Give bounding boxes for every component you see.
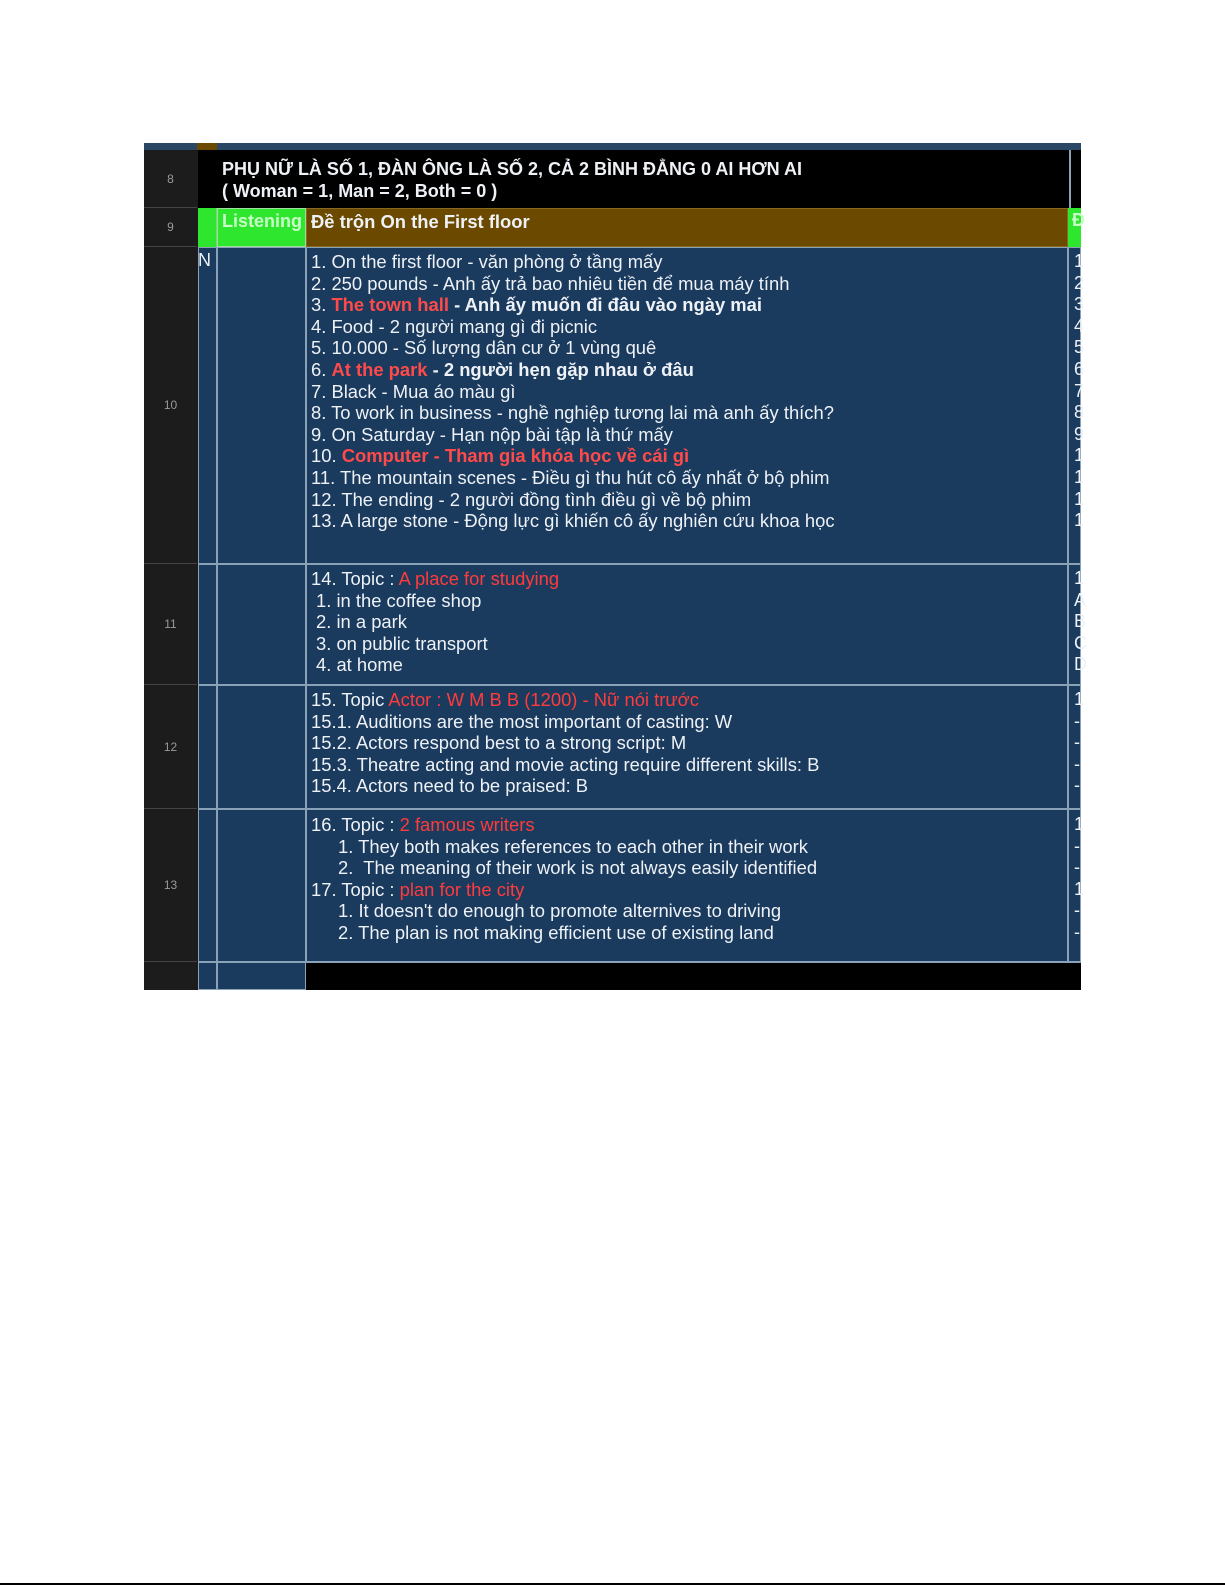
row13-listening-cell[interactable] [217,809,306,962]
topic-15-item-4: 15.4. Actors need to be praised: B [311,775,589,797]
row13-right-partial[interactable] [1068,809,1085,962]
row-header-10[interactable]: 10 [144,247,197,564]
row13-left-cell[interactable] [198,809,217,962]
answer-2-text: 2. 250 pounds - Anh ấy trả bao nhiêu tiền để mua máy tính [311,272,790,294]
row11-right-4: C [1074,632,1087,653]
topic-14-option-1: 1. in the coffee shop [316,589,482,611]
row12-listening-cell[interactable] [217,685,306,809]
answer-3-red: The town hall [331,294,449,316]
answer-9-text: 9. On Saturday - Hạn nộp bài tập là thứ mấy [311,423,673,445]
topic-17 [311,879,1067,901]
row13-right-1: 1 [1074,814,1085,834]
row11-content-cell[interactable] [306,564,1068,685]
title-cell[interactable] [306,208,1068,247]
answer-4 [311,316,1067,338]
row10-right-7: 7 [1074,380,1085,401]
answer-3 [311,294,1067,316]
topic-14-prefix: 14. Topic : [311,568,399,589]
answer-5-text: 5. 10.000 - Số lượng dân cư ở 1 vùng quê [311,337,657,359]
row11-left-cell[interactable] [198,564,217,685]
topic-16-red: 2 famous writers [399,814,535,835]
row13-right-3: - [1074,857,1080,878]
answer-13 [311,510,1067,532]
top-strip-accent [197,143,217,150]
topic-14-option-2: 2. in a park [316,611,407,633]
row-header-8[interactable]: 8 [144,150,197,208]
header-line-2: ( Woman = 1, Man = 2, Both = 0 ) [222,181,498,201]
topic-14-option-3: 3. on public transport [316,632,488,654]
row10-left-cell[interactable] [198,247,217,564]
header-cell[interactable] [198,150,1081,208]
answer-11 [311,467,1067,489]
row12-right-4: - [1074,753,1080,774]
row-header-11[interactable]: 11 [144,564,197,685]
topic-15-item-2: 15.2. Actors respond best to a strong script: M [311,732,687,754]
answer-1-text: 1. On the first floor - văn phòng ở tầng mấy [311,251,663,272]
row10-left-text: N [198,250,211,270]
topic-17-prefix: 17. Topic : [311,878,400,900]
row12-right-2: - [1074,710,1080,731]
row10-right-4: 4 [1074,315,1085,336]
row10-right-5: 5 [1074,337,1085,358]
topic-15-red: Actor : W M B B (1200) - Nữ nói trước [388,689,699,710]
row10-listening-cell[interactable] [217,247,306,564]
answer-11-text: 11. The mountain scenes - Điều gì thu hút cô ấy nhất ở bộ phim [311,466,830,488]
topic-16 [311,814,1067,836]
answer-3-rest: - Anh ấy muốn đi đâu vào ngày mai [448,294,762,316]
row11-right-2: A [1074,589,1087,610]
row12-right-1: 1 [1074,689,1085,709]
row12-right-3: - [1074,732,1080,753]
topic-15-item-3: 15.3. Theatre acting and movie acting require different skills: B [311,753,820,775]
row12-right-partial[interactable] [1068,685,1085,809]
row10-right-13: 1 [1074,510,1085,531]
header-right-border [1069,150,1071,208]
answer-4-text: 4. Food - 2 người mang gì đi picnic [311,315,598,337]
row10-right-partial[interactable] [1068,247,1085,564]
answer-3-num: 3. [311,294,332,316]
answer-1 [311,251,1067,273]
row13-right-5: - [1074,900,1080,921]
topic-17-item-2: 2. The plan is not making efficient use of existing land [338,921,774,943]
row13-right-6: - [1074,921,1080,942]
topic-16-prefix: 16. Topic : [311,814,400,835]
top-strip [144,143,1081,150]
answer-7 [311,381,1067,403]
row-header-13[interactable]: 13 [144,809,197,962]
row12-right-5: - [1074,775,1080,796]
topic-16-item-1: 1. They both makes references to each other in their work [338,835,808,857]
row11-listening-cell[interactable] [217,564,306,685]
row10-right-2: 2 [1074,272,1085,293]
row11-right-5: D [1074,654,1087,675]
topic-15-prefix: 15. Topic [311,689,389,710]
row-header-12[interactable]: 12 [144,685,197,809]
row11-right-partial[interactable] [1068,564,1087,685]
row10-content-cell[interactable] [306,247,1068,564]
row13-content-cell[interactable] [306,809,1068,962]
topic-16-item-2: 2. The meaning of their work is not always easily identified [338,857,818,879]
answer-10 [311,445,1067,467]
row9-right-partial[interactable] [1068,208,1085,247]
header-line-1: PHỤ NỮ LÀ SỐ 1, ĐÀN ÔNG LÀ SỐ 2, CẢ 2 BÌNH ĐẲNG 0 AI HƠN AI [222,159,803,179]
topic-14-red: A place for studying [398,568,560,589]
row14-content-cell[interactable] [306,962,1081,990]
answer-10-red: Computer - Tham gia khóa học về cái gì [341,445,690,467]
row10-right-12: 1 [1074,488,1085,509]
row9-right-text: Đ [1072,210,1085,230]
listening-cell[interactable] [217,208,306,247]
row13-right-2: - [1074,835,1080,856]
topic-15 [311,689,1067,711]
row14-left-cell[interactable] [198,962,217,990]
title-label: Đề trộn On the First floor [311,211,530,232]
answer-12 [311,489,1067,511]
row10-right-8: 8 [1074,402,1085,423]
topic-14 [311,568,1067,590]
answer-10-num: 10. [311,445,342,467]
row11-right-3: B [1074,611,1087,632]
row10-right-6: 6 [1074,358,1085,379]
topic-17-item-1: 1. It doesn't do enough to promote alternives to driving [338,900,782,922]
row9-left-cell[interactable] [198,208,217,247]
listening-label: Listening [222,211,302,231]
answer-6 [311,359,1067,381]
answer-6-rest: - 2 người hẹn gặp nhau ở đâu [427,358,694,380]
answer-9 [311,424,1067,446]
row12-content-cell[interactable] [306,685,1068,809]
row10-right-1: 1 [1074,251,1085,271]
spreadsheet [144,143,1087,990]
row-header-9[interactable]: 9 [144,208,197,247]
row10-right-3: 3 [1074,294,1085,315]
answer-8 [311,402,1067,424]
answer-7-text: 7. Black - Mua áo màu gì [311,380,516,402]
row12-left-cell[interactable] [198,685,217,809]
answer-13-text: 13. A large stone - Động lực gì khiến cô ấy nghiên cứu khoa học [311,510,835,532]
row10-right-10: 1 [1074,445,1085,466]
topic-17-red: plan for the city [399,878,525,900]
answer-5 [311,337,1067,359]
row13-right-4: 1 [1074,878,1085,899]
row10-right-11: 1 [1074,466,1085,487]
answer-6-num: 6. [311,358,332,380]
row14-listening-cell[interactable] [217,962,306,990]
answer-2 [311,273,1067,295]
answer-12-text: 12. The ending - 2 người đồng tình điều gì về bộ phim [311,488,752,510]
row10-right-9: 9 [1074,423,1085,444]
topic-14-option-4: 4. at home [316,654,403,676]
topic-15-item-1: 15.1. Auditions are the most important of casting: W [311,710,733,732]
answer-8-text: 8. To work in business - nghề nghiệp tương lai mà anh ấy thích? [311,402,834,424]
answer-6-red: At the park [331,358,428,380]
row11-right-1: 1 [1074,568,1085,588]
